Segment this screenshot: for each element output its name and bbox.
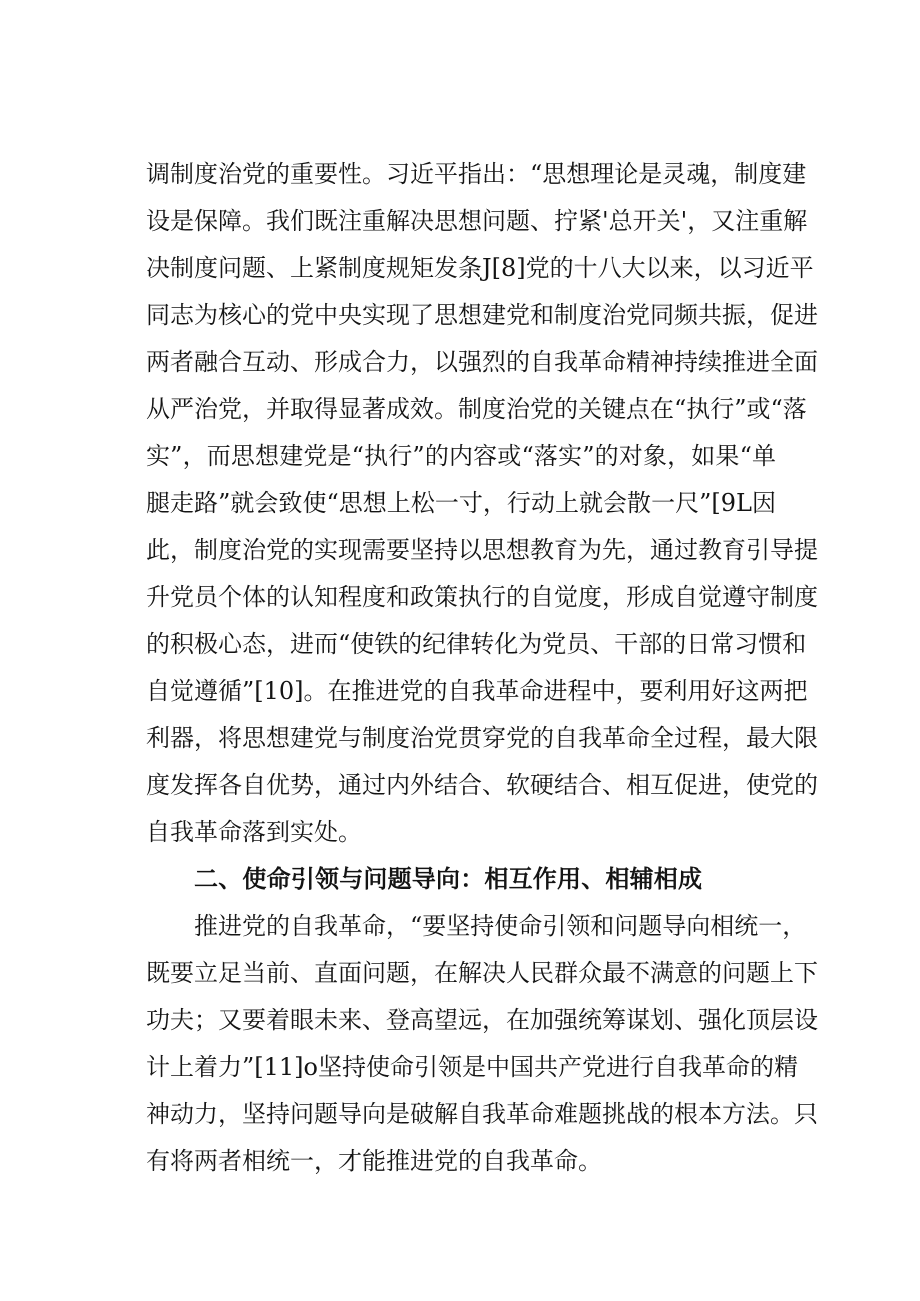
paragraph-1-line: 的积极心态，进而“使铁的纪律转化为党员、干部的日常习惯和 <box>146 630 807 658</box>
paragraph-1-line: 自我革命落到实处。 <box>146 818 362 846</box>
paragraph-1-line: 度发挥各自优势，通过内外结合、软硬结合、相互促进，使党的 <box>146 771 818 799</box>
paragraph-1-line: 设是保障。我们既注重解决思想问题、拧紧'总开关'，又注重解 <box>146 207 808 235</box>
paragraph-2-line: 有将两者相统一，才能推进党的自我革命。 <box>146 1147 602 1175</box>
paragraph-1-line: 利器，将思想建党与制度治党贯穿党的自我革命全过程，最大限 <box>146 724 818 752</box>
paragraph-2-line: 既要立足当前、直面问题，在解决人民群众最不满意的问题上下 <box>146 959 818 987</box>
paragraph-1-line: 升党员个体的认知程度和政策执行的自觉度，形成自觉遵守制度 <box>146 583 818 611</box>
paragraph-1-line: 决制度问题、上紧制度规矩发条J[8]党的十八大以来，以习近平 <box>146 254 814 282</box>
paragraph-2-line: 功夫；又要着眼未来、登高望远，在加强统筹谋划、强化顶层设 <box>146 1006 818 1034</box>
paragraph-2-line: 计上着力”[11]o坚持使命引领是中国共产党进行自我革命的精 <box>146 1053 798 1081</box>
paragraph-1-line: 自觉遵循”[10]。在推进党的自我革命进程中，要利用好这两把 <box>146 677 808 705</box>
paragraph-2-line: 神动力，坚持问题导向是破解自我革命难题挑战的根本方法。只 <box>146 1100 818 1128</box>
paragraph-1-line: 实”，而思想建党是“执行”的内容或“落实”的对象，如果“单 <box>146 442 776 470</box>
paragraph-1-line: 同志为核心的党中央实现了思想建党和制度治党同频共振，促进 <box>146 301 818 329</box>
paragraph-1-line: 腿走路”就会致使“思想上松一寸，行动上就会散一尺”[9L因 <box>146 489 776 517</box>
paragraph-1-line: 两者融合互动、形成合力，以强烈的自我革命精神持续推进全面 <box>146 348 818 376</box>
paragraph-1-line: 调制度治党的重要性。习近平指出：“思想理论是灵魂，制度建 <box>146 160 807 188</box>
paragraph-2-line: 推进党的自我革命，“要坚持使命引领和问题导向相统一， <box>194 912 807 940</box>
paragraph-1-line: 从严治党，并取得显著成效。制度治党的关键点在“执行”或“落 <box>146 395 807 423</box>
paragraph-1-line: 此，制度治党的实现需要坚持以思想教育为先，通过教育引导提 <box>146 536 818 564</box>
section-heading: 二、使命引领与问题导向：相互作用、相辅相成 <box>194 865 703 893</box>
